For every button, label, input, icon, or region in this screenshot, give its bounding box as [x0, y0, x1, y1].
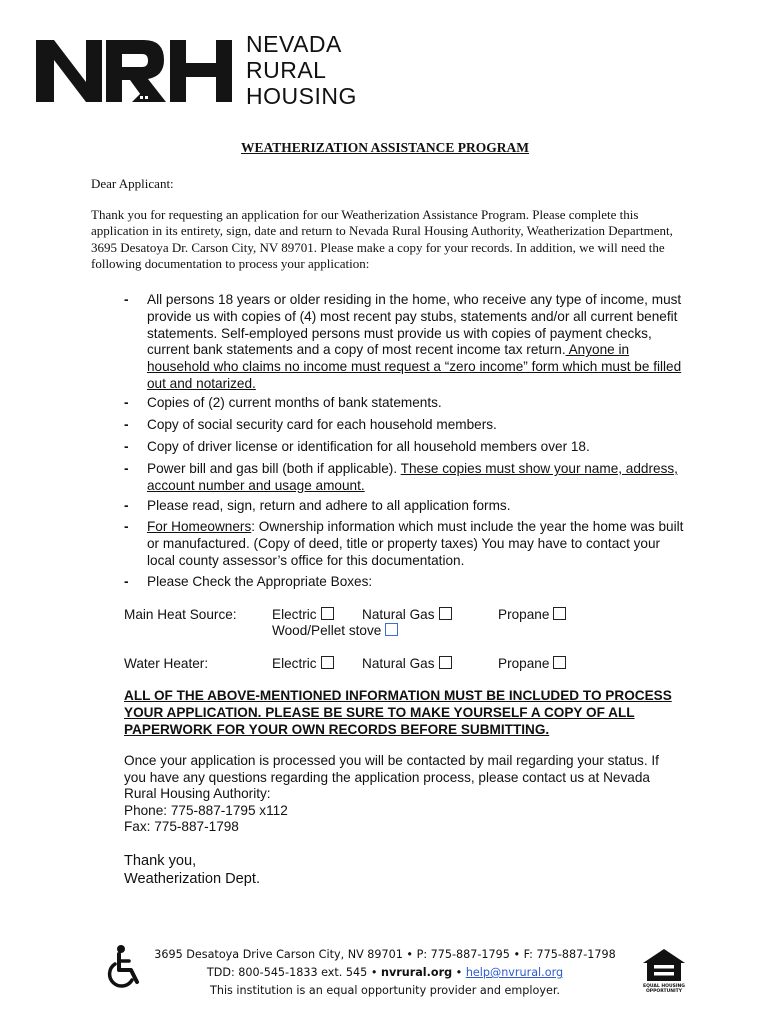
- nrh-logo-mark: [36, 30, 236, 106]
- logo-text-line1: NEVADA: [246, 31, 342, 57]
- heat-electric-label: Electric: [272, 607, 317, 622]
- bullet-homeowners-text: : Ownership information which must include the year the home was built or manufactured. (Copy of deed, title or property taxes) You may have to contact your local county assessor’s office for this documentation.: [147, 519, 684, 568]
- heat-natural-gas-option: [362, 607, 452, 622]
- water-natural-gas-checkbox[interactable]: [439, 656, 452, 669]
- logo-text-line2: RURAL: [246, 57, 327, 83]
- water-natural-gas-option: [362, 656, 452, 671]
- water-electric-checkbox[interactable]: [321, 656, 334, 669]
- water-propane-checkbox[interactable]: [553, 656, 566, 669]
- heat-natural-gas-checkbox[interactable]: [439, 607, 452, 620]
- footer-separator: •: [452, 966, 466, 979]
- closing-paragraph: Once your application is processed you will be contacted by mail regarding your status. If you have any questions regarding the application process, please contact us at Nevada Rural Housing Authority:: [124, 753, 659, 802]
- logo-text-line3: HOUSING: [246, 83, 357, 109]
- bullet-check-boxes-text: Please Check the Appropriate Boxes:: [147, 574, 373, 589]
- heat-electric-option: [272, 607, 334, 622]
- bullet-income-text: All persons 18 years or older residing in the home, who receive any type of income, must provide us with copies of (4) most recent pay stubs, statements and/or all current benefit statements. Self-employed persons must provide us with copies of payment checks, current bank statements and a copy of most recent income tax return.: [147, 292, 682, 358]
- heat-wood-pellet-label: Wood/Pellet stove: [272, 623, 382, 638]
- bullet-homeowners-label: For Homeowners: [147, 519, 252, 534]
- bullet-dash: -: [124, 519, 129, 534]
- eho-caption-line1: EQUAL HOUSING: [643, 984, 685, 989]
- intro-paragraph: Thank you for requesting an application for our Weatherization Assistance Program. Please complete this application in its entirety, sign, date and return to Nevada Rural Housing Authority, Weatherization Department, 3695 Desatoya Dr. Carson City, NV 89701. Please make a copy for your records. In addition, we will need the following documentation to process your application:: [91, 207, 673, 271]
- thank-you: Thank you,: [124, 853, 197, 869]
- bullet-application-forms-text: Please read, sign, return and adhere to all application forms.: [147, 498, 511, 513]
- heat-source-label: Main Heat Source:: [124, 607, 237, 622]
- water-electric-label: Electric: [272, 656, 317, 671]
- bullet-dash: -: [124, 439, 129, 454]
- document-title: WEATHERIZATION ASSISTANCE PROGRAM: [240, 140, 530, 155]
- bullet-dash: -: [124, 574, 129, 589]
- salutation: Dear Applicant:: [91, 176, 174, 191]
- bullet-utility-bills-note: These copies must show your name, address, account number and usage amount.: [147, 461, 678, 493]
- bullet-dash: -: [124, 461, 129, 476]
- water-electric-option: [272, 656, 334, 671]
- closing-section: [124, 753, 684, 836]
- equal-housing-caption: [638, 984, 690, 994]
- bullet-income-zero-income-note: Anyone in household who claims no income must request a “zero income” form which must be filled out and notarized.: [147, 342, 682, 391]
- heat-wood-pellet-option: [272, 623, 398, 638]
- water-propane-label: Propane: [498, 656, 550, 671]
- bullet-dash: -: [124, 292, 129, 307]
- eho-caption-line2: OPPORTUNITY: [645, 989, 682, 994]
- heat-wood-pellet-checkbox[interactable]: [385, 623, 398, 636]
- bullet-social-security-text: Copy of social security card for each household members.: [147, 417, 497, 432]
- heat-propane-checkbox[interactable]: [553, 607, 566, 620]
- bullet-dash: -: [124, 395, 129, 410]
- heat-electric-checkbox[interactable]: [321, 607, 334, 620]
- water-propane-option: [498, 656, 566, 671]
- footer-equal-opportunity: This institution is an equal opportunity provider and employer.: [210, 984, 560, 997]
- heat-propane-option: [498, 607, 566, 622]
- bullet-bank-statements-text: Copies of (2) current months of bank statements.: [147, 395, 442, 410]
- water-heater-label: Water Heater:: [124, 656, 209, 671]
- footer-address: 3695 Desatoya Drive Carson City, NV 89701 • P: 775-887-1795 • F: 775-887-1798: [154, 948, 616, 961]
- bullet-dash: -: [124, 498, 129, 513]
- important-notice: ALL OF THE ABOVE-MENTIONED INFORMATION MUST BE INCLUDED TO PROCESS YOUR APPLICATION. PLEASE BE SURE TO MAKE YOURSELF A COPY OF ALL PAPERWORK FOR YOUR OWN RECORDS BEFORE SUBMITTING.: [124, 688, 672, 737]
- signoff-department: Weatherization Dept.: [124, 870, 261, 887]
- contact-fax: Fax: 775-887-1798: [124, 819, 239, 835]
- footer-website[interactable]: nvrural.org: [381, 966, 453, 979]
- heat-natural-gas-label: Natural Gas: [362, 607, 435, 622]
- bullet-utility-bills-text: Power bill and gas bill (both if applicable).: [147, 461, 401, 476]
- water-natural-gas-label: Natural Gas: [362, 656, 435, 671]
- footer-email-link[interactable]: help@nvrural.org: [465, 966, 564, 979]
- signoff-block: [124, 853, 260, 888]
- bullet-driver-license-text: Copy of driver license or identification for all household members over 18.: [147, 439, 590, 454]
- footer-tdd: TDD: 800-545-1833 ext. 545 •: [206, 966, 381, 979]
- contact-phone: Phone: 775-887-1795 x112: [124, 802, 288, 818]
- heat-propane-label: Propane: [498, 607, 550, 622]
- bullet-dash: -: [124, 417, 129, 432]
